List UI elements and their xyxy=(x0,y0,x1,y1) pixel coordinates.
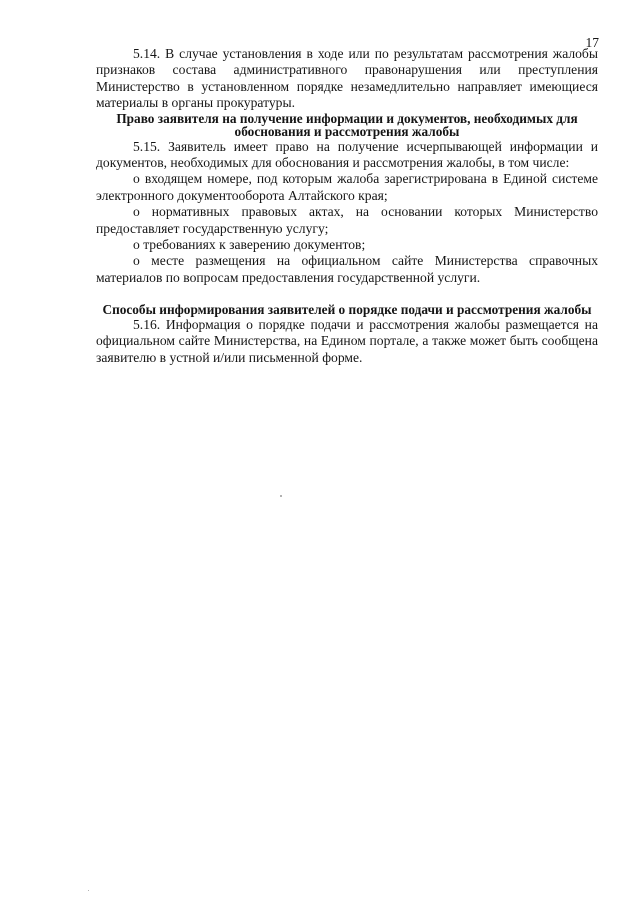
paragraph-5-15: 5.15. Заявитель имеет право на получение исчерпывающей информации и документов, необходимых для обоснования и рассмотрения жалобы, в том числе: xyxy=(96,138,598,171)
list-item-incoming-number: о входящем номере, под которым жалоба зарегистрирована в Единой системе электронного документооборота Алтайского края; xyxy=(96,171,598,203)
paragraph-5-16: 5.16. Информация о порядке подачи и рассмотрения жалобы размещается на официальном сайте Министерства, на Едином портале, а также может быть сообщена заявителю в устной и/или письменной форме. xyxy=(96,316,598,365)
scan-speck xyxy=(88,890,89,891)
list-item-certification-requirements: о требованиях к заверению документов; xyxy=(133,237,366,253)
scan-speck xyxy=(280,495,282,497)
list-item-legal-acts: о нормативных правовых актах, на основании которых Министерство предоставляет государственную услугу; xyxy=(96,204,598,236)
page-number: 17 xyxy=(585,35,599,50)
section-heading-right-to-information: Право заявителя на получение информации и документов, необходимых для обоснования и рассмотрения жалобы xyxy=(116,110,578,140)
section-heading-informing-methods: Способы информирования заявителей о порядке подачи и рассмотрения жалобы xyxy=(102,302,592,318)
paragraph-5-14: 5.14. В случае установления в ходе или по результатам рассмотрения жалобы признаков состава административного правонарушения или преступления Министерство в установленном порядке незамедлительно направляет имеющиеся материалы в органы прокуратуры. xyxy=(96,46,598,111)
document-body xyxy=(96,46,598,366)
list-item-reference-materials: о месте размещения на официальном сайте Министерства справочных материалов по вопросам предоставления государственной услуги. xyxy=(96,253,598,285)
section-spacer xyxy=(96,286,598,303)
